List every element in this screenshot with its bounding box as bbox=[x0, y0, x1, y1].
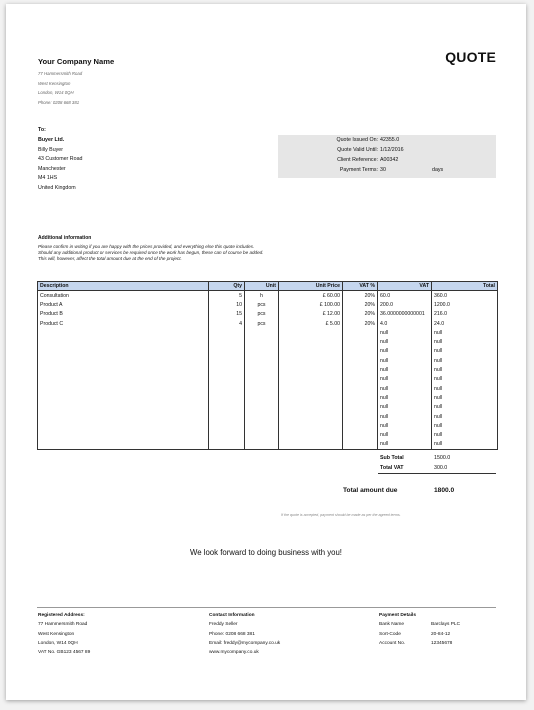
table-row bbox=[38, 337, 498, 346]
payment-terms-unit: days bbox=[432, 167, 444, 173]
cell-description bbox=[38, 347, 209, 356]
cell-unit: pcs bbox=[245, 319, 279, 328]
cell-unit-price bbox=[279, 421, 343, 430]
cell-description bbox=[38, 356, 209, 365]
cell-unit-price bbox=[279, 393, 343, 402]
table-row bbox=[38, 291, 498, 301]
cell-unit bbox=[245, 440, 279, 450]
footer-registered-address bbox=[38, 611, 90, 657]
col-header-unit-price: Unit Price bbox=[279, 282, 343, 291]
cell-total: 360.0 bbox=[432, 291, 498, 301]
col-header-vat: VAT bbox=[378, 282, 432, 291]
table-row bbox=[38, 310, 498, 319]
cell-unit bbox=[245, 421, 279, 430]
cell-qty bbox=[209, 421, 245, 430]
table-row bbox=[38, 384, 498, 393]
cell-unit-price bbox=[279, 365, 343, 374]
table-row bbox=[38, 365, 498, 374]
buyer-line: Manchester bbox=[38, 166, 66, 172]
cell-unit-price bbox=[279, 337, 343, 346]
to-label: To: bbox=[38, 127, 46, 133]
account-number-value: 12345678 bbox=[431, 640, 453, 646]
cell-total: null bbox=[432, 365, 498, 374]
registered-address-line: London, W14 0QH bbox=[38, 640, 78, 646]
cell-total: 216.0 bbox=[432, 310, 498, 319]
payment-note: If the quote is accepted, payment should be made as per the agreed terms. bbox=[281, 513, 401, 517]
cell-unit-price: £ 12.00 bbox=[279, 310, 343, 319]
table-row bbox=[38, 319, 498, 328]
cell-qty bbox=[209, 393, 245, 402]
total-due-label: Total amount due bbox=[343, 487, 398, 494]
contact-phone: Phone: 0208 668 381 bbox=[209, 631, 255, 637]
cell-total: null bbox=[432, 347, 498, 356]
buyer-name: Buyer Ltd. bbox=[38, 137, 65, 143]
cell-total: null bbox=[432, 403, 498, 412]
cell-vat: null bbox=[378, 337, 432, 346]
cell-total: null bbox=[432, 384, 498, 393]
cell-unit-price bbox=[279, 375, 343, 384]
cell-vat: null bbox=[378, 393, 432, 402]
table-row bbox=[38, 375, 498, 384]
company-address-line: London, W14 0QH bbox=[38, 90, 74, 95]
cell-unit bbox=[245, 356, 279, 365]
cell-vat-percent bbox=[343, 347, 378, 356]
cell-vat: null bbox=[378, 403, 432, 412]
cell-description bbox=[38, 412, 209, 421]
company-name: Your Company Name bbox=[38, 57, 115, 66]
thank-you-message: We look forward to doing business with you! bbox=[190, 548, 342, 557]
cell-total: 1200.0 bbox=[432, 300, 498, 309]
cell-total: 24.0 bbox=[432, 319, 498, 328]
cell-qty bbox=[209, 347, 245, 356]
table-row bbox=[38, 403, 498, 412]
cell-description: Product C bbox=[38, 319, 209, 328]
cell-qty: 4 bbox=[209, 319, 245, 328]
payment-terms-row bbox=[278, 166, 496, 175]
cell-vat: null bbox=[378, 347, 432, 356]
cell-vat-percent bbox=[343, 365, 378, 374]
cell-vat: null bbox=[378, 375, 432, 384]
registered-address-line: West Kensington bbox=[38, 631, 75, 637]
cell-vat: null bbox=[378, 384, 432, 393]
col-header-total: Total bbox=[432, 282, 498, 291]
col-header-unit: Unit bbox=[245, 282, 279, 291]
additional-info-line: This will, however, affect the total amount due at the end of the project. bbox=[38, 256, 182, 261]
cell-vat-percent bbox=[343, 421, 378, 430]
cell-qty: 10 bbox=[209, 300, 245, 309]
cell-unit-price: £ 5.00 bbox=[279, 319, 343, 328]
cell-total: null bbox=[432, 328, 498, 337]
cell-unit: h bbox=[245, 291, 279, 301]
cell-qty: 15 bbox=[209, 310, 245, 319]
buyer-line: 43 Customer Road bbox=[38, 156, 83, 162]
footer-divider bbox=[37, 607, 496, 608]
payment-terms-value: 30 bbox=[380, 167, 386, 173]
cell-unit-price bbox=[279, 403, 343, 412]
table-row bbox=[38, 300, 498, 309]
subtotal-label: Sub Total bbox=[380, 455, 404, 461]
table-row bbox=[38, 430, 498, 439]
cell-qty bbox=[209, 384, 245, 393]
cell-qty bbox=[209, 440, 245, 450]
contact-heading: Contact Information bbox=[209, 613, 255, 618]
cell-unit-price bbox=[279, 384, 343, 393]
registered-address-line: 77 Hammersmith Road bbox=[38, 622, 88, 628]
buyer-line: Billy Buyer bbox=[38, 147, 64, 153]
contact-name: Freddy Seller bbox=[209, 622, 238, 628]
cell-total: null bbox=[432, 337, 498, 346]
cell-vat: null bbox=[378, 412, 432, 421]
cell-unit bbox=[245, 375, 279, 384]
footer-payment-details bbox=[379, 611, 489, 661]
cell-description bbox=[38, 430, 209, 439]
registered-address-heading: Registered Address: bbox=[38, 613, 85, 618]
items-table bbox=[37, 281, 498, 450]
cell-description bbox=[38, 403, 209, 412]
cell-qty bbox=[209, 365, 245, 374]
cell-description: Product B bbox=[38, 310, 209, 319]
cell-vat: 4.0 bbox=[378, 319, 432, 328]
additional-info-line: Please confirm in writing if you are happy with the prices provided, and everything else this quote includes. bbox=[38, 244, 255, 249]
cell-description bbox=[38, 375, 209, 384]
cell-unit bbox=[245, 337, 279, 346]
buyer-line: United Kingdom bbox=[38, 185, 76, 191]
client-reference-value: A00342 bbox=[380, 157, 399, 163]
cell-vat-percent: 20% bbox=[343, 319, 378, 328]
cell-unit-price bbox=[279, 412, 343, 421]
cell-unit bbox=[245, 328, 279, 337]
cell-description bbox=[38, 328, 209, 337]
footer-contact bbox=[209, 611, 280, 657]
sort-code-label: Sort-Code bbox=[379, 631, 401, 637]
cell-unit: pcs bbox=[245, 310, 279, 319]
cell-qty: 5 bbox=[209, 291, 245, 301]
cell-description: Product A bbox=[38, 300, 209, 309]
cell-total: null bbox=[432, 412, 498, 421]
cell-vat-percent bbox=[343, 384, 378, 393]
cell-vat-percent: 20% bbox=[343, 310, 378, 319]
col-header-vat-percent: VAT % bbox=[343, 282, 378, 291]
payment-details-heading: Payment Details bbox=[379, 613, 417, 618]
document-title: QUOTE bbox=[445, 49, 496, 65]
cell-vat-percent: 20% bbox=[343, 291, 378, 301]
contact-website: www.mycompany.co.uk bbox=[209, 650, 259, 656]
cell-unit bbox=[245, 384, 279, 393]
cell-unit bbox=[245, 403, 279, 412]
quote-valid-row bbox=[278, 146, 496, 155]
cell-total: null bbox=[432, 430, 498, 439]
total-due-value: 1800.0 bbox=[434, 487, 455, 494]
cell-description: Consultation bbox=[38, 291, 209, 301]
table-row bbox=[38, 412, 498, 421]
table-row bbox=[38, 328, 498, 337]
cell-qty bbox=[209, 375, 245, 384]
cell-total: null bbox=[432, 375, 498, 384]
cell-description bbox=[38, 421, 209, 430]
cell-unit bbox=[245, 393, 279, 402]
cell-qty bbox=[209, 356, 245, 365]
cell-unit-price bbox=[279, 440, 343, 450]
table-row bbox=[38, 421, 498, 430]
total-vat-value: 300.0 bbox=[434, 465, 448, 471]
buyer-line: M4 1HS bbox=[38, 175, 58, 181]
cell-vat-percent bbox=[343, 430, 378, 439]
cell-qty bbox=[209, 403, 245, 412]
quote-page bbox=[6, 4, 526, 700]
totals-divider bbox=[378, 473, 496, 474]
cell-vat: 200.0 bbox=[378, 300, 432, 309]
bank-name-label: Bank Name bbox=[379, 622, 405, 628]
cell-qty bbox=[209, 328, 245, 337]
additional-info-line: Should any additional product or services be required once the work has begun, these can of course be added. bbox=[38, 250, 264, 255]
vat-number: VAT No. GB123 4567 89 bbox=[38, 650, 91, 656]
table-header-row bbox=[38, 282, 498, 291]
cell-description bbox=[38, 337, 209, 346]
cell-qty bbox=[209, 412, 245, 421]
cell-unit bbox=[245, 430, 279, 439]
sort-code-value: 20-84-12 bbox=[431, 631, 451, 637]
account-number-label: Account No. bbox=[379, 640, 406, 646]
table-row bbox=[38, 440, 498, 450]
quote-issued-row bbox=[278, 136, 496, 145]
contact-email: Email: freddy@mycompany.co.uk bbox=[209, 640, 281, 646]
additional-info-heading: Additional information bbox=[38, 235, 92, 241]
table-row bbox=[38, 393, 498, 402]
cell-vat: 60.0 bbox=[378, 291, 432, 301]
cell-total: null bbox=[432, 356, 498, 365]
col-header-description: Description bbox=[38, 282, 209, 291]
bank-name-value: Barclays PLC bbox=[431, 622, 461, 628]
cell-total: null bbox=[432, 440, 498, 450]
cell-unit-price bbox=[279, 430, 343, 439]
cell-vat: null bbox=[378, 328, 432, 337]
cell-vat-percent bbox=[343, 375, 378, 384]
cell-vat-percent bbox=[343, 412, 378, 421]
client-reference-label: Client Reference: bbox=[337, 157, 378, 163]
quote-issued-value: 42355.0 bbox=[380, 137, 400, 143]
quote-issued-label: Quote Issued On: bbox=[336, 137, 378, 143]
cell-vat-percent bbox=[343, 393, 378, 402]
cell-vat-percent bbox=[343, 356, 378, 365]
cell-description bbox=[38, 440, 209, 450]
quote-valid-label: Quote Valid Until: bbox=[337, 147, 378, 153]
cell-unit bbox=[245, 365, 279, 374]
cell-unit: pcs bbox=[245, 300, 279, 309]
cell-description bbox=[38, 393, 209, 402]
cell-vat-percent bbox=[343, 403, 378, 412]
client-reference-row bbox=[278, 156, 496, 165]
cell-unit-price bbox=[279, 356, 343, 365]
company-phone: Phone: 0208 668 381 bbox=[38, 100, 80, 105]
table-row bbox=[38, 347, 498, 356]
items-table-body bbox=[38, 291, 498, 450]
cell-qty bbox=[209, 337, 245, 346]
cell-vat: null bbox=[378, 440, 432, 450]
cell-vat-percent bbox=[343, 328, 378, 337]
cell-vat-percent: 20% bbox=[343, 300, 378, 309]
cell-vat: 36.0000000000001 bbox=[378, 310, 432, 319]
cell-description bbox=[38, 365, 209, 374]
table-row bbox=[38, 356, 498, 365]
cell-vat: null bbox=[378, 430, 432, 439]
payment-terms-label: Payment Terms: bbox=[339, 167, 378, 173]
cell-vat: null bbox=[378, 365, 432, 374]
col-header-qty: Qty bbox=[209, 282, 245, 291]
cell-unit-price: £ 60.00 bbox=[279, 291, 343, 301]
total-vat-label: Total VAT bbox=[380, 465, 404, 471]
cell-unit-price bbox=[279, 328, 343, 337]
subtotal-value: 1500.0 bbox=[434, 455, 451, 461]
cell-vat: null bbox=[378, 421, 432, 430]
cell-unit bbox=[245, 347, 279, 356]
cell-unit-price: £ 100.00 bbox=[279, 300, 343, 309]
cell-total: null bbox=[432, 421, 498, 430]
cell-vat-percent bbox=[343, 440, 378, 450]
cell-description bbox=[38, 384, 209, 393]
cell-unit bbox=[245, 412, 279, 421]
cell-qty bbox=[209, 430, 245, 439]
quote-valid-value: 1/12/2016 bbox=[380, 147, 404, 153]
cell-vat-percent bbox=[343, 337, 378, 346]
cell-vat: null bbox=[378, 356, 432, 365]
company-address-line: West Kensington bbox=[38, 81, 71, 86]
company-address-line: 77 Hammersmith Road bbox=[38, 71, 83, 76]
cell-unit-price bbox=[279, 347, 343, 356]
cell-total: null bbox=[432, 393, 498, 402]
